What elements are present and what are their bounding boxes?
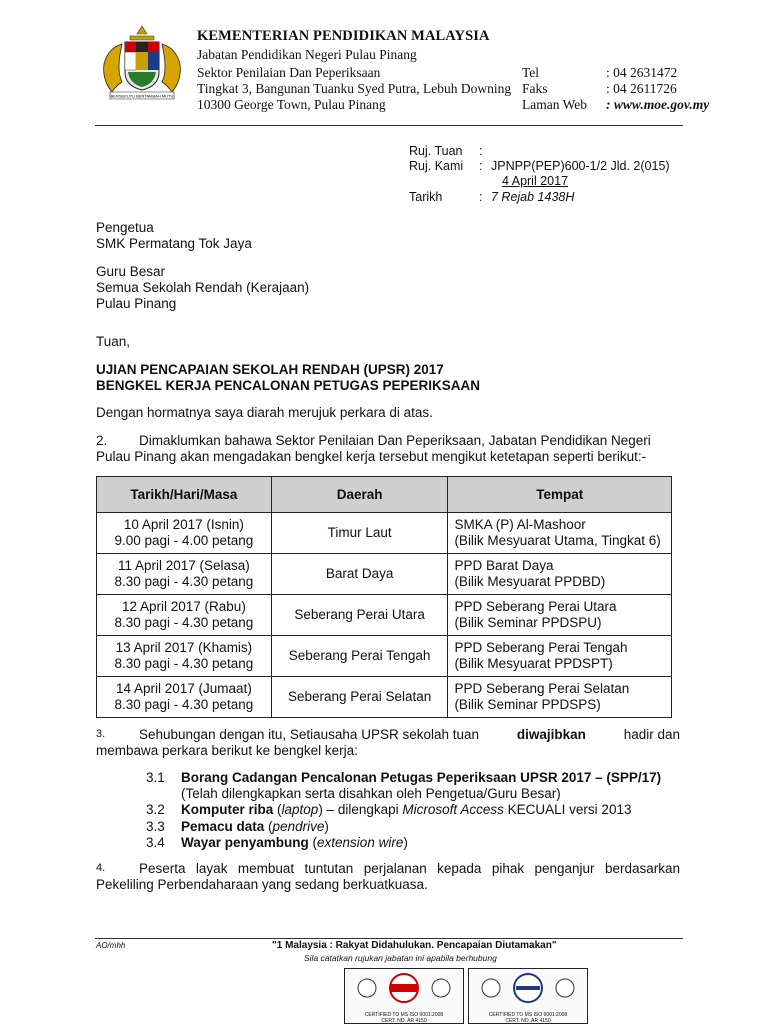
recipient-line1: Pengetua bbox=[96, 220, 154, 235]
item3-close: ) bbox=[324, 819, 329, 834]
cert1-text bbox=[345, 1012, 463, 1024]
tel-label: Tel bbox=[522, 65, 540, 80]
item2-bold: Komputer riba bbox=[181, 802, 274, 817]
web-label: Laman Web bbox=[522, 97, 588, 112]
item1-subtext: (Telah dilengkapkan serta disahkan oleh Pengetua/Guru Besar) bbox=[181, 786, 561, 801]
opening-paragraph: Dengan hormatnya saya diarah merujuk perkara di atas. bbox=[96, 405, 433, 420]
header-venue: Tempat bbox=[448, 477, 672, 513]
time-text: 8.30 pagi - 4.30 petang bbox=[114, 574, 254, 589]
cert1-line2: CERT. NO. AR 4150 bbox=[381, 1018, 427, 1024]
date-hijri: 7 Rejab 1438H bbox=[491, 190, 575, 204]
cell-date bbox=[97, 636, 272, 677]
footer-slogan: "1 Malaysia : Rakyat Didahulukan. Pencapaian Diutamakan" bbox=[272, 940, 557, 951]
cell-date bbox=[97, 595, 272, 636]
date-text: 12 April 2017 (Rabu) bbox=[121, 599, 246, 614]
footer-divider bbox=[95, 938, 683, 939]
item2-text bbox=[181, 802, 631, 817]
subject-line1: UJIAN PENCAPAIAN SEKOLAH RENDAH (UPSR) 2017 bbox=[96, 362, 444, 377]
item2-end: KECUALI versi 2013 bbox=[503, 802, 632, 817]
recipient-line3: Guru Besar bbox=[96, 264, 166, 279]
para3-text-b: hadir dan bbox=[623, 727, 680, 742]
crest-motto: BERSEKUTU BERTAMBAH MUTU bbox=[110, 93, 174, 99]
para3-line2: membawa perkara berikut ke bengkel kerja: bbox=[96, 743, 358, 758]
cell-venue bbox=[448, 595, 672, 636]
date-text: 11 April 2017 (Selasa) bbox=[117, 558, 250, 573]
certification-logo-icon bbox=[345, 969, 463, 1007]
cell-district: Seberang Perai Tengah bbox=[271, 636, 448, 677]
para4-number: 4. bbox=[96, 862, 106, 874]
cell-venue bbox=[448, 636, 672, 677]
cert2-text bbox=[469, 1012, 587, 1024]
header-divider bbox=[95, 125, 683, 126]
cell-district: Barat Daya bbox=[271, 554, 448, 595]
cert2-line2: CERT. NO. AR 4150 bbox=[505, 1018, 551, 1024]
cert2-line1: CERTIFIED TO MS ISO 9001:2008 bbox=[488, 1012, 568, 1018]
iso-certificate-badge bbox=[468, 968, 588, 1024]
author-initials: AO/mhh bbox=[96, 941, 126, 950]
recipient-line5: Pulau Pinang bbox=[96, 296, 177, 311]
cell-district: Seberang Perai Selatan bbox=[271, 677, 448, 718]
cell-date bbox=[97, 513, 272, 554]
table-row bbox=[97, 554, 672, 595]
certification-logo-icon bbox=[469, 969, 587, 1007]
item3-number: 3.3 bbox=[146, 819, 165, 834]
para2-number: 2. bbox=[96, 433, 108, 448]
para2-line1: Dimaklumkan bahawa Sektor Penilaian Dan Peperiksaan, Jabatan Pendidikan Negeri bbox=[139, 433, 651, 448]
para3-number: 3. bbox=[96, 728, 106, 740]
table-row bbox=[97, 636, 672, 677]
item3-open: ( bbox=[264, 819, 273, 834]
venue-room: (Bilik Mesyuarat PPDSPT) bbox=[454, 656, 613, 671]
ruj-kami-value: JPNPP(PEP)600-1/2 Jld. 2(015) bbox=[491, 159, 670, 173]
schedule-table bbox=[96, 476, 672, 718]
table-row bbox=[97, 595, 672, 636]
para3-bold: diwajibkan bbox=[516, 727, 586, 742]
fax-value: : 04 2611726 bbox=[606, 81, 677, 96]
item4-text bbox=[181, 835, 408, 850]
department-name: Jabatan Pendidikan Negeri Pulau Pinang bbox=[197, 47, 417, 62]
date-gregorian: 4 April 2017 bbox=[502, 174, 569, 188]
iso-certificate-badge bbox=[344, 968, 464, 1024]
date-text: 10 April 2017 (Isnin) bbox=[123, 517, 244, 532]
salutation: Tuan, bbox=[96, 334, 131, 349]
time-text: 8.30 pagi - 4.30 petang bbox=[114, 697, 254, 712]
recipient-line4: Semua Sekolah Rendah (Kerajaan) bbox=[96, 280, 310, 295]
item2-open: ( bbox=[273, 802, 282, 817]
item3-text bbox=[181, 819, 329, 834]
para3-text-a: Sehubungan dengan itu, Setiausaha UPSR sekolah tuan bbox=[139, 727, 480, 742]
time-text: 8.30 pagi - 4.30 petang bbox=[114, 656, 254, 671]
item2-mid: ) – dilengkapi bbox=[318, 802, 403, 817]
venue-name: PPD Barat Daya bbox=[454, 558, 554, 573]
item4-open: ( bbox=[308, 835, 318, 850]
para3-line1 bbox=[139, 727, 680, 742]
table-header-row bbox=[97, 477, 672, 513]
ruj-tuan-label: Ruj. Tuan bbox=[409, 144, 463, 158]
para2-line2: Pulau Pinang akan mengadakan bengkel kerja tersebut mengikut ketetapan seperti berikut:- bbox=[96, 449, 647, 464]
cert1-line1: CERTIFIED TO MS ISO 9001:2008 bbox=[364, 1012, 444, 1018]
item2-italic2: Microsoft Access bbox=[402, 802, 504, 817]
time-text: 8.30 pagi - 4.30 petang bbox=[114, 615, 254, 630]
footer-note: Sila catatkan rujukan jabatan ini apabila berhubung bbox=[304, 953, 497, 963]
cell-date bbox=[97, 677, 272, 718]
recipient-line2: SMK Permatang Tok Jaya bbox=[96, 236, 252, 251]
header-date: Tarikh/Hari/Masa bbox=[97, 477, 272, 513]
venue-room: (Bilik Mesyuarat PPDBD) bbox=[454, 574, 606, 589]
ruj-tuan-colon: : bbox=[479, 144, 483, 158]
item2-number: 3.2 bbox=[146, 802, 165, 817]
item1-number: 3.1 bbox=[146, 770, 165, 785]
coat-of-arms-icon bbox=[92, 22, 192, 104]
cell-date bbox=[97, 554, 272, 595]
cell-district: Timur Laut bbox=[271, 513, 448, 554]
address-line1: Tingkat 3, Bangunan Tuanku Syed Putra, Lebuh Downing bbox=[197, 81, 512, 96]
address-line2: 10300 George Town, Pulau Pinang bbox=[197, 97, 386, 112]
header-district: Daerah bbox=[271, 477, 448, 513]
cell-venue bbox=[448, 513, 672, 554]
item4-bold: Wayar penyambung bbox=[181, 835, 309, 850]
table-row bbox=[97, 677, 672, 718]
item4-italic: extension wire bbox=[317, 835, 404, 850]
ruj-kami-colon: : bbox=[479, 159, 483, 173]
venue-name: PPD Seberang Perai Selatan bbox=[454, 681, 630, 696]
ministry-name: KEMENTERIAN PENDIDIKAN MALAYSIA bbox=[197, 28, 490, 44]
tarikh-colon: : bbox=[479, 190, 483, 204]
sector-name: Sektor Penilaian Dan Peperiksaan bbox=[197, 65, 381, 80]
item3-bold: Pemacu data bbox=[181, 819, 265, 834]
item2-italic: laptop bbox=[281, 802, 319, 817]
item1-text: Borang Cadangan Pencalonan Petugas Peperiksaan UPSR 2017 – (SPP/17) bbox=[181, 770, 662, 785]
venue-room: (Bilik Seminar PPDSPS) bbox=[454, 697, 601, 712]
item3-italic: pendrive bbox=[272, 819, 325, 834]
venue-name: PPD Seberang Perai Utara bbox=[454, 599, 617, 614]
cell-venue bbox=[448, 677, 672, 718]
item4-close: ) bbox=[403, 835, 408, 850]
para4-line2: Pekeliling Perbendaharaan yang sedang berkuatkuasa. bbox=[96, 877, 428, 892]
table-row bbox=[97, 513, 672, 554]
venue-room: (Bilik Seminar PPDSPU) bbox=[454, 615, 602, 630]
web-value[interactable]: : www.moe.gov.my bbox=[606, 97, 710, 112]
ruj-kami-label: Ruj. Kami bbox=[409, 159, 464, 173]
cell-venue bbox=[448, 554, 672, 595]
item4-number: 3.4 bbox=[146, 835, 165, 850]
fax-label: Faks bbox=[522, 81, 548, 96]
tel-value: : 04 2631472 bbox=[606, 65, 678, 80]
venue-name: PPD Seberang Perai Tengah bbox=[454, 640, 628, 655]
time-text: 9.00 pagi - 4.00 petang bbox=[114, 533, 254, 548]
date-text: 13 April 2017 (Khamis) bbox=[115, 640, 253, 655]
tarikh-label: Tarikh bbox=[409, 190, 443, 204]
para4-line1: Peserta layak membuat tuntutan perjalanan kepada pihak penganjur berdasarkan bbox=[139, 861, 680, 876]
cell-district: Seberang Perai Utara bbox=[271, 595, 448, 636]
subject-line2: BENGKEL KERJA PENCALONAN PETUGAS PEPERIKSAAN bbox=[96, 378, 481, 393]
venue-name: SMKA (P) Al-Mashoor bbox=[454, 517, 586, 532]
date-text: 14 April 2017 (Jumaat) bbox=[115, 681, 252, 696]
venue-room: (Bilik Mesyuarat Utama, Tingkat 6) bbox=[454, 533, 661, 548]
